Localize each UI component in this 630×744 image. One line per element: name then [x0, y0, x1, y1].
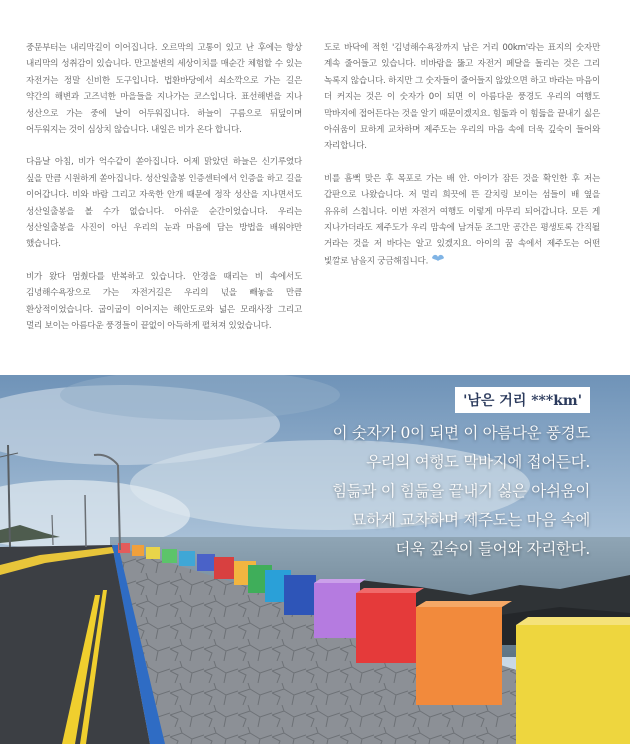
caption-title: '남은 거리 ***km': [455, 387, 590, 413]
article-column-left: [26, 40, 302, 351]
article-paragraph: 비가 왔다 멈췄다를 반복하고 있습니다. 안경을 때리는 비 속에서도 김녕해수욕장으로 가는 자전거길은 우리의 넋을 빼놓을 만큼 환상적이었습니다. 굽이굽이 이어지는 해안도로와 넓은 모래사장 그리고 멀리 보이는 아름다운 풍경들이 끝없이 아득하게 펼쳐져 있었습니다.: [26, 271, 302, 332]
caption-line: 이 숫자가 0이 되면 이 아름다운 풍경도: [332, 424, 590, 442]
caption-line: 우리의 여행도 막바지에 접어든다.: [366, 453, 590, 471]
article-paragraph-text: 비를 흠뻑 맞은 후 목포로 가는 배 안. 아이가 잠든 것을 확인한 후 저는 갑판으로 나왔습니다. 저 멀리 희끗에 뜬 갈치링 보이는 섬들이 배 옆을 유유히 스칩니다. 이번 자전거 여행도 이렇게 마무리 되어갑니다. 모든 게 지나가더라도 제주도가 우리 맘속에 남겨둔 조그만 공간은 평생토록 간직될 거라는 것을 저 바다는 알고 있겠지요. 아이의 꿈 속에서 제주도는 어떤 빛깔로 남을지 궁금해집니다.: [324, 173, 600, 267]
article-paragraph: [324, 171, 600, 270]
heart-icon: [431, 253, 445, 269]
coastal-road-photo: [0, 375, 630, 744]
article-paragraph: 다음날 아침, 비가 억수같이 쏟아집니다. 어제 맑았던 하늘은 신기루였다 싶을 만큼 시원하게 쏟아집니다. 성산일출봉 인증센터에서 인증을 하고 길을 이어갑니다. 비와 바람 그리고 자욱한 안개 때문에 정작 성산을 지나면서도 성산일출봉을 볼 수가 없습니다. 아쉬운 순간이었습니다. 우리는 성산일출봉을 사진이 아닌 우리의 눈과 마음에 담는 방법을 배워야만 했습니다.: [26, 157, 302, 250]
caption-line: 더욱 깊숙이 들어와 자리한다.: [395, 540, 590, 558]
caption-line: 묘하게 교차하며 제주도는 마음 속에: [351, 511, 590, 529]
caption-line: 힘듦과 이 힘듦을 끝내기 싫은 아쉬움이: [332, 482, 590, 500]
article-column-right: [324, 40, 600, 286]
article-paragraph: 도로 바닥에 적힌 '김녕해수욕장까지 남은 거리 00km'라는 표지의 숫자만 계속 줄어들고 있습니다. 비바람을 뚫고 자전거 페달을 돌리는 것은 그리 녹록지 않습니다. 하지만 그 숫자들이 줄어들지 않았으면 하고 바라는 마음이 더 커지는 것은 이 숫자가 0이 되면 이 아름다운 풍경도 우리의 여행도 막바지에 접어든다는 것을 알기 때문이겠지요. 힘듦과 이 힘듦을 끝내기 싫은 아쉬움이 묘하게 교차하며 제주도는 우리의 마음 속에 더욱 깊숙이 들어와 자리합니다.: [324, 43, 600, 152]
article-paragraph: 중문부터는 내리막길이 이어집니다. 오르막의 고통이 있고 난 후에는 항상 내리막의 성취감이 있습니다. 만고불변의 세상이치를 매순간 체험할 수 있는 자전거는 정말 신비한 도구입니다. 법환바당에서 쇠소깍으로 가는 길은 약간의 해변과 고즈넉한 마을들을 지나가는 코스입니다. 표선해변을 지나 성산으로 가는 중에 날이 어두워집니다. 하늘이 구름으로 뒤덮이며 어두워지는 것이 심상치 않습니다. 내일은 비가 온다 합니다.: [26, 43, 302, 136]
photo-caption: [332, 387, 590, 564]
